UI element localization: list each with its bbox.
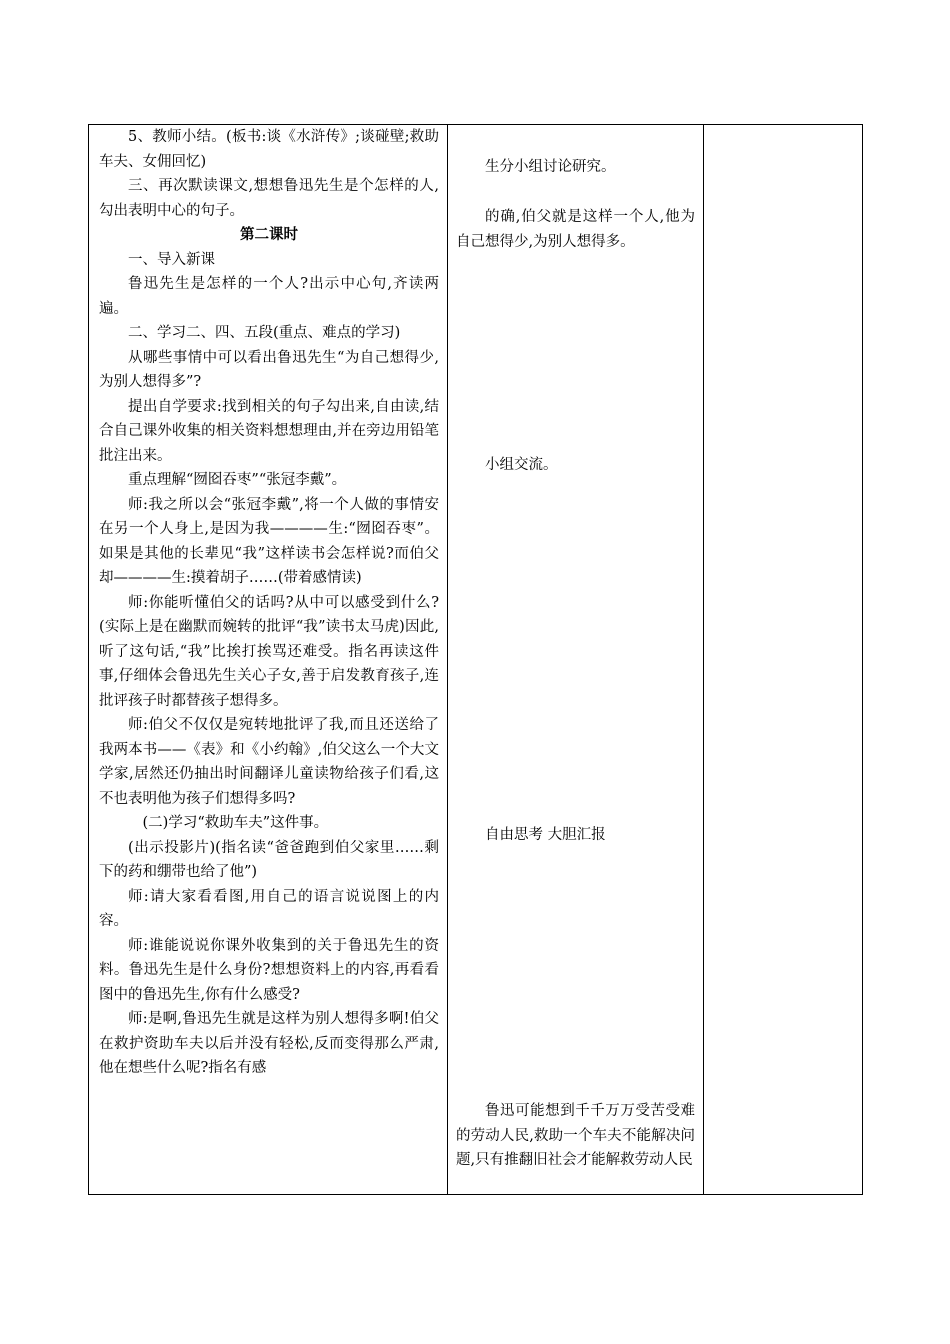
lesson-plan-table <box>88 124 863 1195</box>
paragraph: 鲁迅先生是怎样的一个人?出示中心句,齐读两遍。 <box>99 276 439 317</box>
paragraph: (出示投影片)(指名读“爸爸跑到伯父家里……剩下的药和绷带也给了他”) <box>99 839 439 880</box>
teacher-activity-column <box>89 125 448 1194</box>
paragraph: 师:请大家看看图,用自己的语言说说图上的内容。 <box>99 888 439 929</box>
paragraph: 师:伯父不仅仅是宛转地批评了我,而且还送给了我两本书——《表》和《小约翰》,伯父这么一个大文学家,居然还仍抽出时间翻译儿童读物给孩子们看,这不也表明他为孩子们想得多吗? <box>99 717 439 807</box>
paragraph: 二、学习二、四、五段(重点、难点的学习) <box>128 325 401 341</box>
paragraph: 重点理解“囫囵吞枣”“张冠李戴”。 <box>128 472 347 488</box>
paragraph: 师:你能听懂伯父的话吗?从中可以感受到什么?(实际上是在幽默而婉转的批评“我”读书太马虎)因此,听了这句话,“我”比挨打挨骂还难受。指名再读这件事,仔细体会鲁迅先生关心子女,善于启发教育孩子,连批评孩子时都替孩子想得多。 <box>99 594 439 709</box>
paragraph: 一、导入新课 <box>128 251 215 268</box>
paragraph: 从哪些事情中可以看出鲁迅先生“为自己想得少,为别人想得多”? <box>99 349 439 390</box>
lesson-heading: 第二课时 <box>240 226 298 243</box>
paragraph: 提出自学要求:找到相关的句子勾出来,自由读,结合自己课外收集的相关资料想想理由,并在旁边用铅笔批注出来。 <box>99 398 439 464</box>
student-note: 自由思考 大胆汇报 <box>485 827 606 843</box>
student-note: 小组交流。 <box>485 457 558 473</box>
paragraph: 师:谁能说说你课外收集到的关于鲁迅先生的资料。鲁迅先生是什么身份?想想资料上的内容,再看看图中的鲁迅先生,你有什么感受? <box>99 937 439 1003</box>
student-activity-column <box>448 125 704 1194</box>
paragraph: 师:是啊,鲁迅先生就是这样为别人想得多啊!伯父在救护资助车夫以后并没有轻松,反而变得那么严肃,他在想些什么呢?指名有感 <box>99 1011 439 1076</box>
student-note: 生分小组讨论研究。 <box>485 159 616 175</box>
paragraph: 5、教师小结。(板书:谈《水浒传》;谈碰壁;救助车夫、女佣回忆) <box>99 129 439 170</box>
paragraph: 师:我之所以会“张冠李戴”,将一个人做的事情安在另一个人身上,是因为我————生:“囫囵吞枣”。如果是其他的长辈见“我”这样读书会怎样说?而伯父却————生:摸着胡子……(带着感情读) <box>99 496 439 586</box>
paragraph: 三、再次默读课文,想想鲁迅先生是个怎样的人,勾出表明中心的句子。 <box>99 178 439 219</box>
paragraph: (二)学习“救助车夫”这件事。 <box>142 815 329 831</box>
student-note: 的确,伯父就是这样一个人,他为自己想得少,为别人想得多。 <box>456 209 695 250</box>
remarks-column <box>704 125 862 1194</box>
student-note: 鲁迅可能想到千千万万受苦受难的劳动人民,救助一个车夫不能解决问题,只有推翻旧社会才能解救劳动人民 <box>456 1103 695 1168</box>
